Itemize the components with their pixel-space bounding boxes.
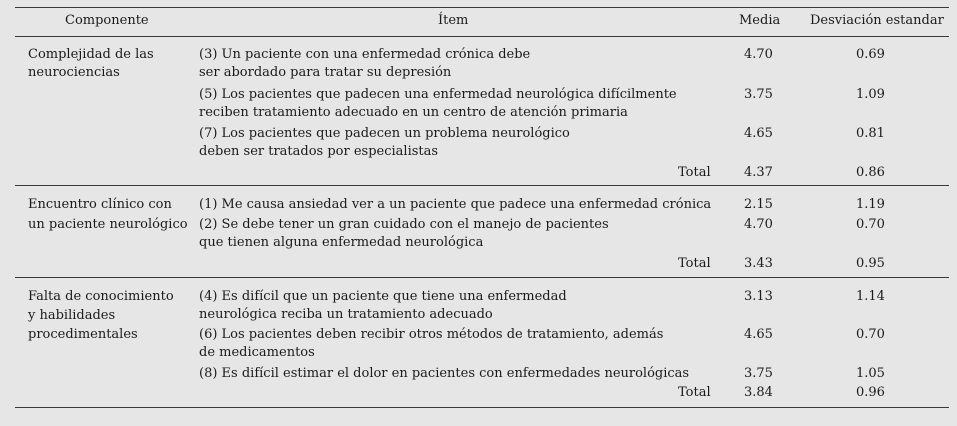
component-label-line: Complejidad de las: [28, 47, 154, 62]
item-text-line: (6) Los pacientes deben recibir otros métodos de tratamiento, además: [199, 327, 664, 342]
item-text-line: (3) Un paciente con una enfermedad crónica debe: [199, 47, 531, 62]
top-rule: [15, 7, 949, 8]
total-media-value: 3.84: [744, 385, 773, 400]
item-text-line: reciben tratamiento adecuado en un centro de atención primaria: [199, 105, 628, 120]
desviacion-value: 0.69: [856, 47, 885, 62]
media-value: 2.15: [744, 197, 773, 212]
component-label-line: procedimentales: [28, 327, 138, 342]
header-desviacion: Desviación estandar: [810, 13, 944, 28]
item-text-line: (4) Es difícil que un paciente que tiene una enfermedad: [199, 289, 567, 304]
total-desviacion-value: 0.95: [856, 256, 885, 271]
item-text-line: (5) Los pacientes que padecen una enfermedad neurológica difícilmente: [199, 87, 677, 102]
media-value: 3.75: [744, 366, 773, 381]
header-item: Ítem: [438, 13, 469, 28]
item-text-line: (1) Me causa ansiedad ver a un paciente que padece una enfermedad crónica: [199, 197, 712, 212]
item-text-line: (7) Los pacientes que padecen un problema neurológico: [199, 126, 570, 141]
header-componente: Componente: [65, 13, 149, 28]
header-media: Media: [739, 13, 781, 28]
total-desviacion-value: 0.96: [856, 385, 885, 400]
bottom-rule: [15, 407, 949, 408]
item-text-line: neurológica reciba un tratamiento adecuado: [199, 307, 493, 322]
media-value: 4.70: [744, 47, 773, 62]
desviacion-value: 1.19: [856, 197, 885, 212]
desviacion-value: 1.14: [856, 289, 885, 304]
desviacion-value: 0.70: [856, 217, 885, 232]
group-rule: [15, 185, 949, 186]
media-value: 3.75: [744, 87, 773, 102]
component-label-line: neurociencias: [28, 65, 120, 80]
media-value: 4.65: [744, 126, 773, 141]
component-label-line: Falta de conocimiento: [28, 289, 174, 304]
group-rule: [15, 277, 949, 278]
total-label: Total: [678, 385, 711, 400]
item-text-line: deben ser tratados por especialistas: [199, 144, 439, 159]
total-desviacion-value: 0.86: [856, 165, 885, 180]
total-label: Total: [678, 165, 711, 180]
desviacion-value: 0.70: [856, 327, 885, 342]
item-text-line: (8) Es difícil estimar el dolor en pacientes con enfermedades neurológicas: [199, 366, 690, 381]
component-label-line: un paciente neurológico: [28, 217, 188, 232]
item-text-line: ser abordado para tratar su depresión: [199, 65, 452, 80]
item-text-line: que tienen alguna enfermedad neurológica: [199, 235, 484, 250]
component-label-line: y habilidades: [28, 308, 116, 323]
desviacion-value: 0.81: [856, 126, 885, 141]
item-text-line: (2) Se debe tener un gran cuidado con el manejo de pacientes: [199, 217, 609, 232]
desviacion-value: 1.09: [856, 87, 885, 102]
desviacion-value: 1.05: [856, 366, 885, 381]
media-value: 3.13: [744, 289, 773, 304]
total-media-value: 4.37: [744, 165, 773, 180]
component-label-line: Encuentro clínico con: [28, 197, 172, 212]
media-value: 4.65: [744, 327, 773, 342]
media-value: 4.70: [744, 217, 773, 232]
total-label: Total: [678, 256, 711, 271]
total-media-value: 3.43: [744, 256, 773, 271]
header-rule: [15, 36, 949, 37]
item-text-line: de medicamentos: [199, 345, 315, 360]
